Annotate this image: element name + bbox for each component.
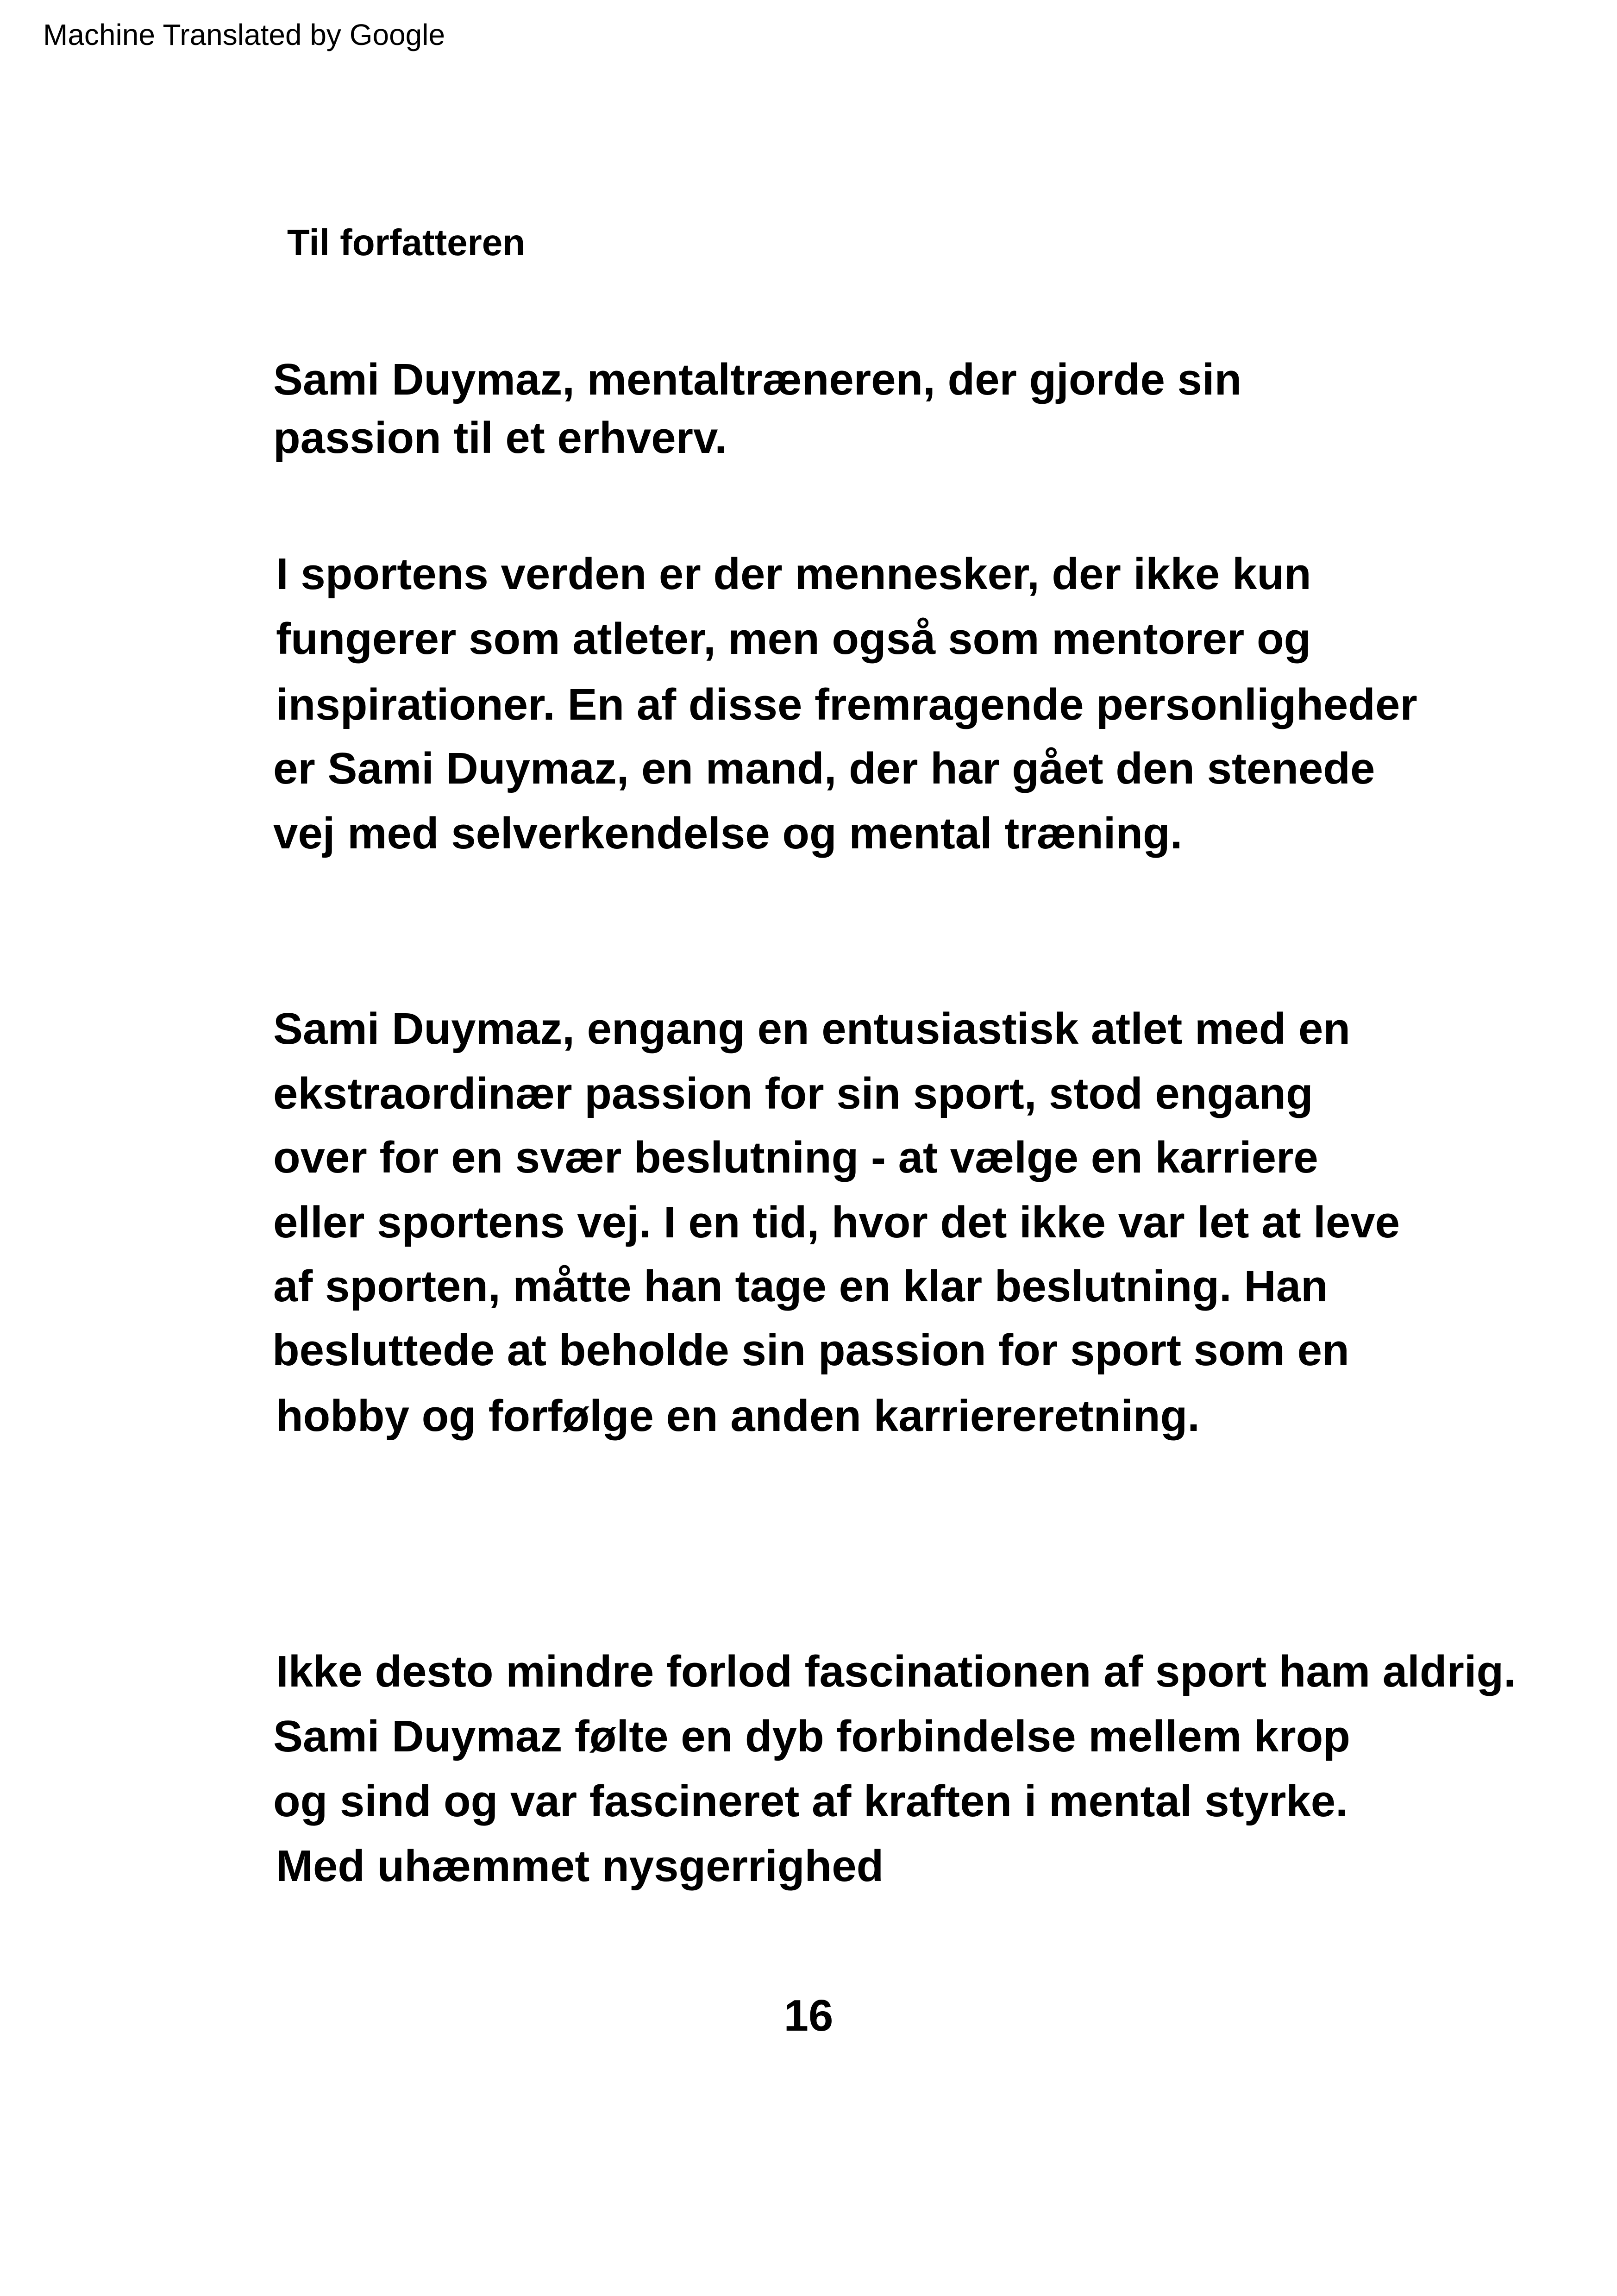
paragraph-line: over for en svær beslutning - at vælge en karriere xyxy=(273,1133,1318,1182)
paragraph-line: og sind og var fascineret af kraften i mental styrke. xyxy=(273,1776,1348,1826)
paragraph-line: fungerer som atleter, men også som mentorer og xyxy=(276,614,1311,664)
paragraph-line: I sportens verden er der mennesker, der ikke kun xyxy=(276,549,1311,599)
paragraph-line: besluttede at beholde sin passion for sport som en xyxy=(272,1325,1349,1375)
page-number: 16 xyxy=(783,1991,834,2040)
paragraph-line: Sami Duymaz, engang en entusiastisk atlet med en xyxy=(273,1004,1351,1054)
paragraph-line: er Sami Duymaz, en mand, der har gået den stenede xyxy=(273,744,1375,793)
title-line: Sami Duymaz, mentaltræneren, der gjorde sin xyxy=(273,355,1242,404)
paragraph-line: af sporten, måtte han tage en klar beslutning. Han xyxy=(273,1261,1328,1311)
paragraph-line: Sami Duymaz følte en dyb forbindelse mellem krop xyxy=(273,1712,1350,1761)
paragraph-line: inspirationer. En af disse fremragende personligheder xyxy=(276,680,1417,729)
page-heading: Til forfatteren xyxy=(287,222,526,263)
paragraph-line: eller sportens vej. I en tid, hvor det ikke var let at leve xyxy=(273,1198,1400,1247)
paragraph-line: Med uhæmmet nysgerrighed xyxy=(276,1841,884,1891)
paragraph-line: hobby og forfølge en anden karriereretning. xyxy=(276,1391,1200,1441)
paragraph-line: ekstraordinær passion for sin sport, stod engang xyxy=(273,1069,1313,1118)
title-line: passion til et erhverv. xyxy=(273,413,727,463)
machine-translation-banner: Machine Translated by Google xyxy=(43,18,445,51)
paragraph-line: vej med selverkendelse og mental træning. xyxy=(273,809,1183,858)
paragraph-line: Ikke desto mindre forlod fascinationen af sport ham aldrig. xyxy=(276,1647,1516,1696)
